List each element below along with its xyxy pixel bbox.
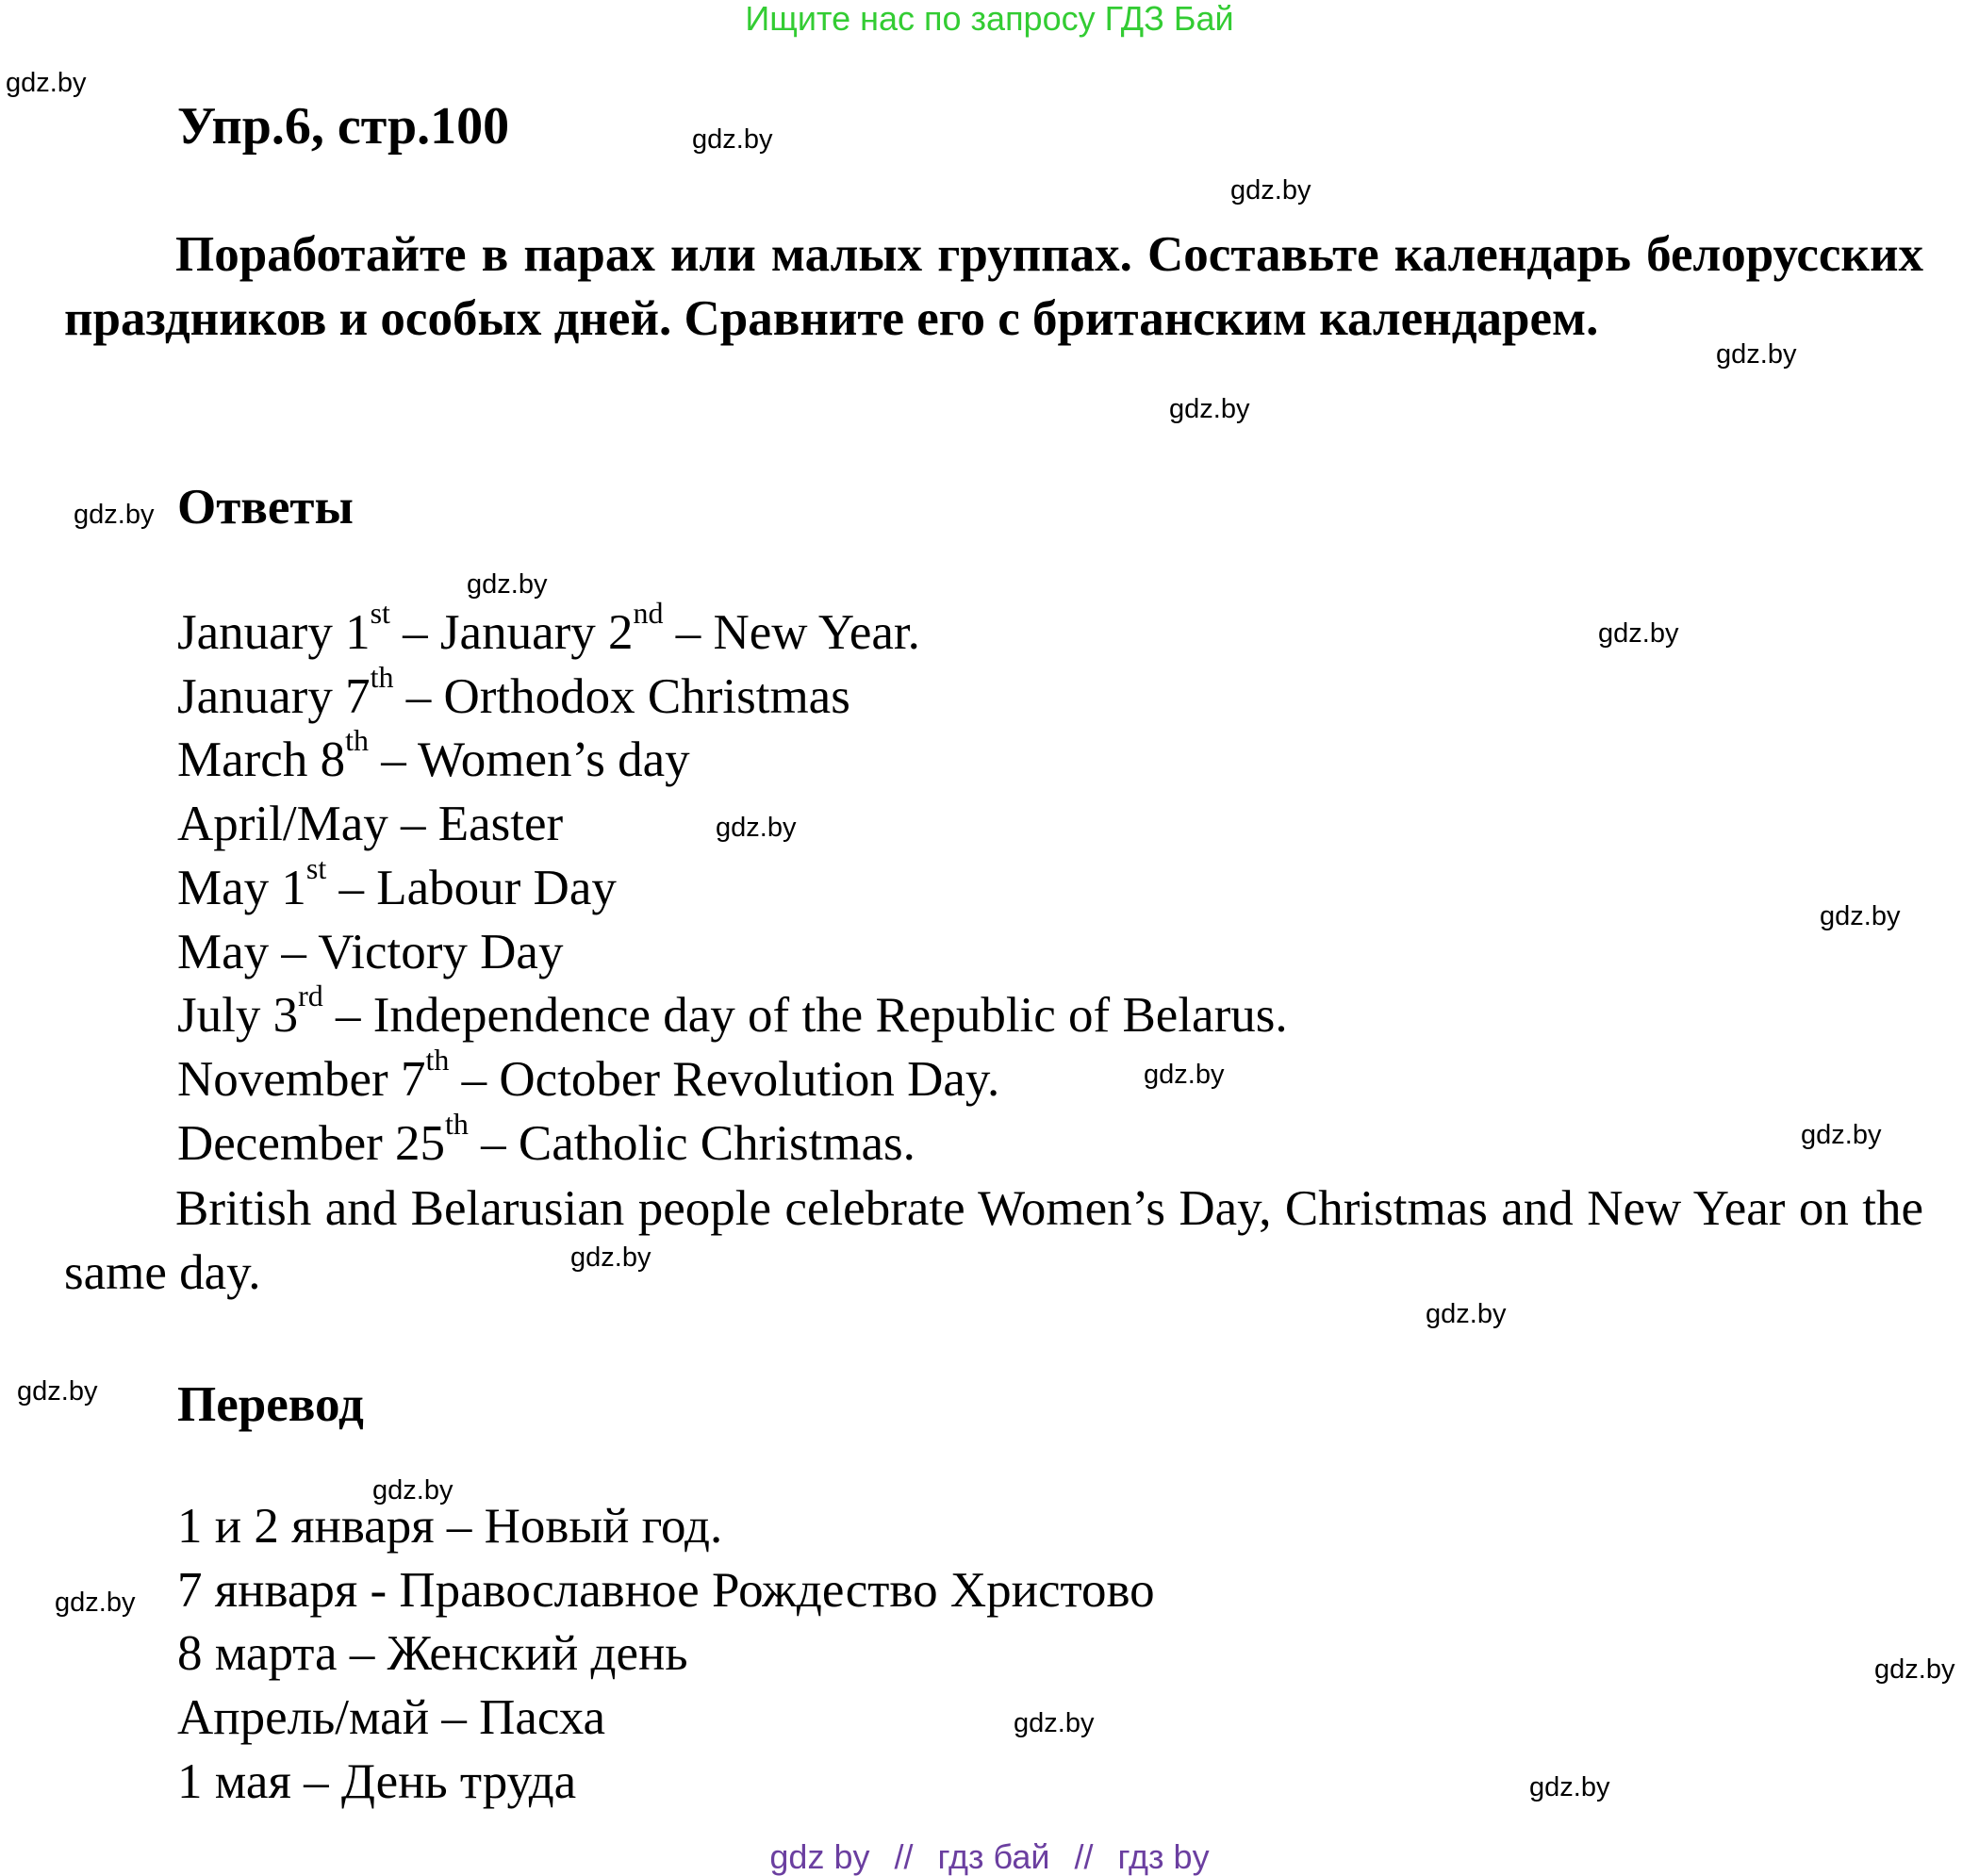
exercise-title: Упр.6, стр.100 bbox=[177, 97, 510, 156]
watermark: gdz.by bbox=[1230, 175, 1311, 206]
footer-link[interactable]: гдз бай bbox=[937, 1837, 1050, 1876]
watermark: gdz.by bbox=[1426, 1299, 1507, 1329]
answer-line: November 7th – October Revolution Day. bbox=[177, 1042, 1000, 1107]
watermark: gdz.by bbox=[55, 1588, 136, 1618]
answer-line: April/May – Easter bbox=[177, 797, 564, 852]
watermark: gdz.by bbox=[1144, 1060, 1225, 1090]
answer-line: January 1st – January 2nd – New Year. bbox=[177, 595, 920, 660]
search-banner[interactable]: Ищите нас по запросу ГДЗ Бай bbox=[745, 0, 1234, 38]
footer-link[interactable]: гдз by bbox=[1117, 1837, 1210, 1876]
watermark: gdz.by bbox=[1169, 394, 1250, 424]
watermark: gdz.by bbox=[467, 569, 548, 600]
footer-separator: // bbox=[894, 1837, 914, 1876]
watermark: gdz.by bbox=[570, 1242, 651, 1273]
watermark: gdz.by bbox=[692, 124, 773, 155]
answer-line: December 25th – Catholic Christmas. bbox=[177, 1106, 915, 1171]
watermark: gdz.by bbox=[1820, 901, 1901, 931]
watermark: gdz.by bbox=[1874, 1654, 1955, 1685]
translation-line: 1 и 2 января – Новый год. bbox=[177, 1499, 723, 1554]
translation-heading: Перевод bbox=[177, 1377, 364, 1432]
watermark: gdz.by bbox=[1529, 1772, 1610, 1802]
answer-line: May 1st – Labour Day bbox=[177, 850, 617, 915]
watermark: gdz.by bbox=[1598, 618, 1679, 649]
answer-line: March 8th – Women’s day bbox=[177, 723, 690, 788]
answer-line: January 7th – Orthodox Christmas bbox=[177, 659, 850, 724]
watermark: gdz.by bbox=[6, 68, 87, 98]
watermark: gdz.by bbox=[372, 1475, 454, 1506]
answer-line: July 3rd – Independence day of the Republic of Belarus. bbox=[177, 979, 1288, 1044]
watermark: gdz.by bbox=[716, 813, 797, 843]
watermark: gdz.by bbox=[1014, 1708, 1095, 1738]
translation-line: 1 мая – День труда bbox=[177, 1753, 577, 1809]
watermark: gdz.by bbox=[1801, 1120, 1882, 1150]
footer-link[interactable]: gdz by bbox=[769, 1837, 870, 1876]
answers-heading: Ответы bbox=[177, 480, 354, 535]
summary-text: British and Belarusian people celebrate Women’s Day, Christmas and New Year on the same day. bbox=[64, 1181, 1923, 1300]
translation-list bbox=[177, 1495, 1923, 1815]
footer-links bbox=[0, 1838, 1979, 1876]
footer-separator: // bbox=[1074, 1837, 1094, 1876]
translation-line: 8 марта – Женский день bbox=[177, 1626, 688, 1682]
watermark: gdz.by bbox=[17, 1376, 98, 1407]
answer-line: May – Victory Day bbox=[177, 924, 564, 979]
watermark: gdz.by bbox=[1716, 339, 1797, 370]
translation-line: Апрель/май – Пасха bbox=[177, 1690, 606, 1746]
task-text: Поработайте в парах или малых группах. Составьте календарь белорусских праздников и особых дней. Сравните его с британским календарем. bbox=[64, 227, 1923, 346]
translation-line: 7 января - Православное Рождество Христово bbox=[177, 1562, 1155, 1618]
answers-list bbox=[177, 595, 1923, 1176]
watermark: gdz.by bbox=[74, 500, 155, 530]
